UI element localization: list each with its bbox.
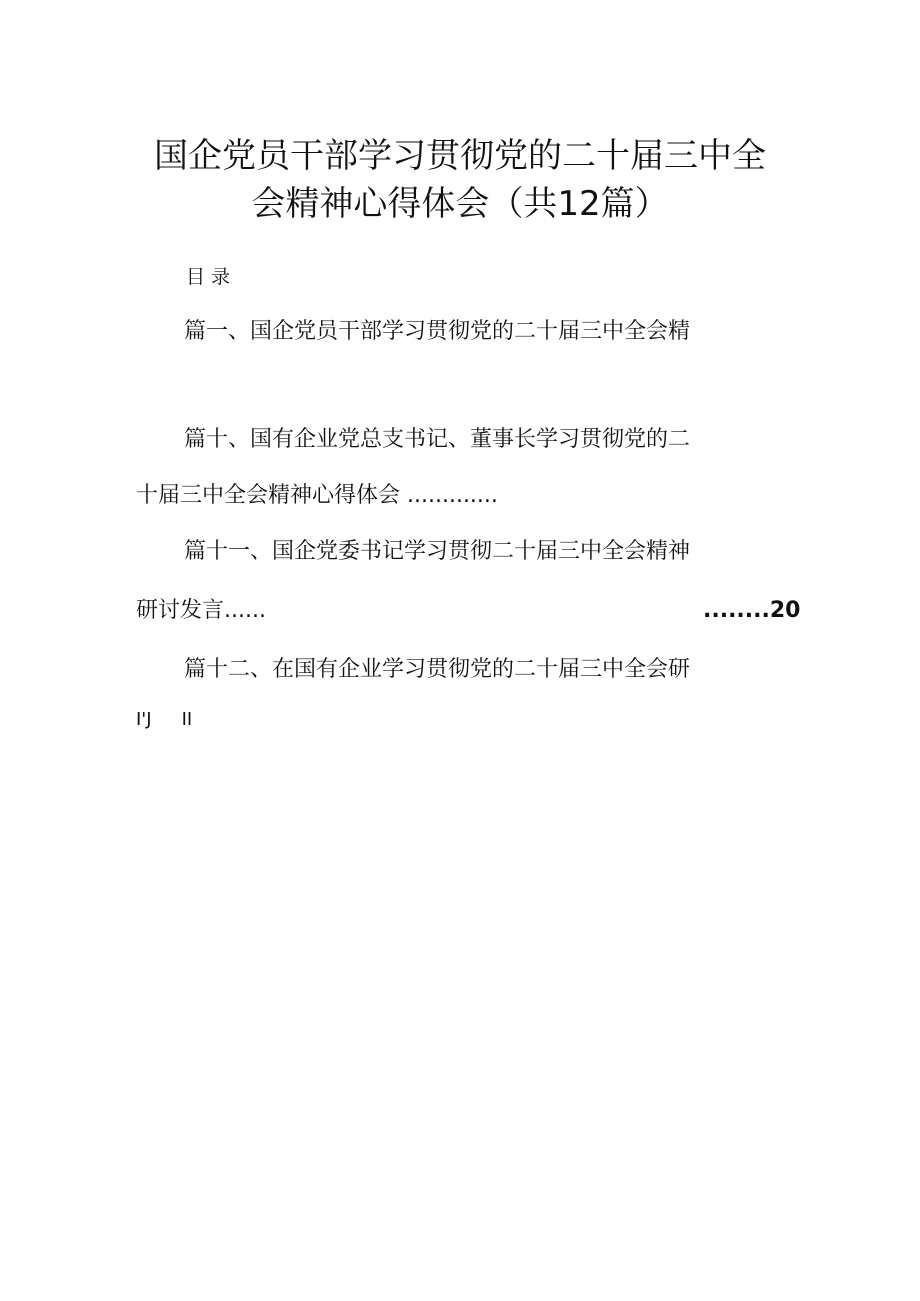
toc-entry-10-line-2[interactable]: 十届三中全会精神心得体会 ............. [136,483,498,508]
toc-entry-1[interactable]: 篇一、国企党员干部学习贯彻党的二十届三中全会精 [184,319,691,344]
toc-entry-11-line-2[interactable]: 研讨发言...... [136,598,266,623]
toc-entry-12-fragment-a: I'J [136,709,152,730]
toc-heading: 目录 [186,266,237,288]
toc-entry-12-fragment-b: II [181,709,193,730]
toc-entry-12-line-1[interactable]: 篇十二、在国有企业学习贯彻党的二十届三中全会研 [184,657,691,682]
toc-entry-12-line-2[interactable] [136,706,192,734]
toc-entry-10-line-1[interactable]: 篇十、国有企业党总支书记、董事长学习贯彻党的二 [184,427,691,452]
document-title-line-2: 会精神心得体会（共12篇） [251,184,669,224]
document-title-line-1: 国企党员干部学习贯彻党的二十届三中全 [154,136,766,176]
toc-entry-11-page-number[interactable]: ........20 [703,598,801,623]
toc-entry-11-line-1[interactable]: 篇十一、国企党委书记学习贯彻二十届三中全会精神 [184,539,691,564]
